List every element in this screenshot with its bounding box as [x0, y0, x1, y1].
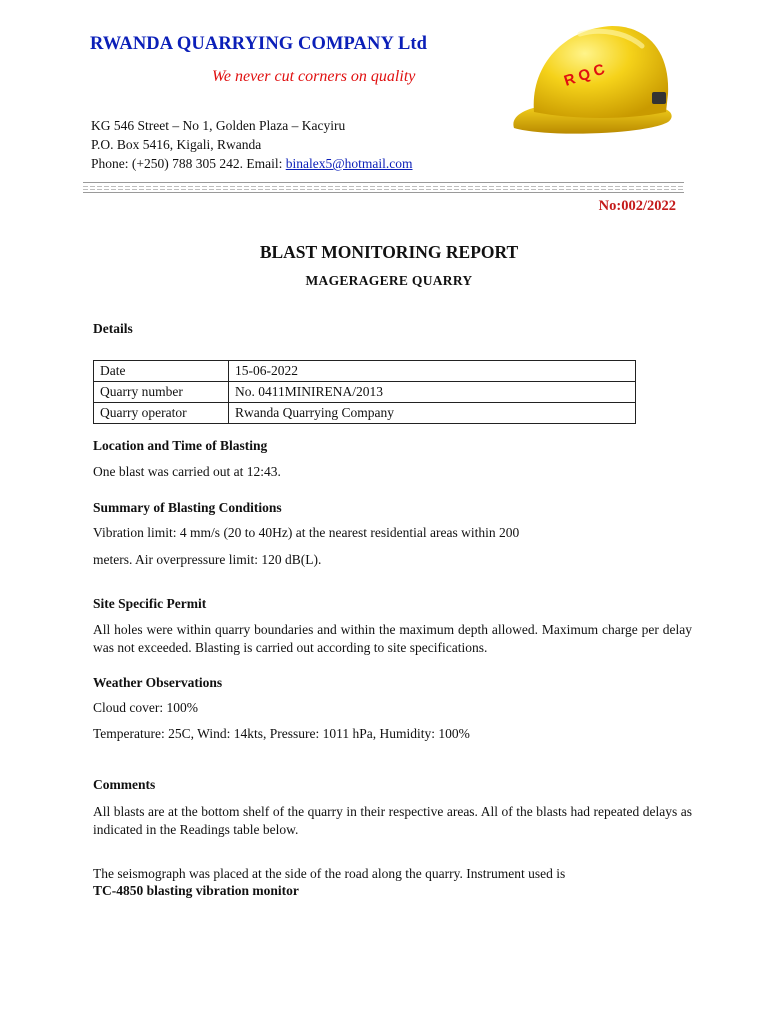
table-row — [94, 361, 636, 382]
company-slogan: We never cut corners on quality — [212, 68, 416, 85]
address-line-1: KG 546 Street – No 1, Golden Plaza – Kacyiru — [91, 118, 346, 133]
details-heading: Details — [93, 321, 133, 336]
header-divider — [83, 182, 684, 193]
table-cell-label: Quarry number — [94, 382, 229, 403]
details-table — [93, 360, 636, 424]
summary-heading: Summary of Blasting Conditions — [93, 500, 282, 515]
weather-heading: Weather Observations — [93, 675, 223, 690]
weather-cloud-cover: Cloud cover: 100% — [93, 700, 198, 715]
logo-text: R Q C — [561, 60, 607, 90]
address-line-2: P.O. Box 5416, Kigali, Rwanda — [91, 137, 262, 152]
hard-hat-logo — [508, 16, 680, 142]
table-cell-label: Quarry operator — [94, 403, 229, 424]
phone-text: Phone: (+250) 788 305 242. Email: — [91, 156, 286, 171]
table-cell-value: No. 0411MINIRENA/2013 — [229, 382, 636, 403]
summary-line-1: Vibration limit: 4 mm/s (20 to 40Hz) at the nearest residential areas within 200 — [93, 525, 520, 540]
permit-heading: Site Specific Permit — [93, 596, 207, 611]
report-subtitle: MAGERAGERE QUARRY — [305, 273, 473, 288]
contact-line — [91, 156, 413, 172]
location-heading: Location and Time of Blasting — [93, 438, 268, 453]
location-text: One blast was carried out at 12:43. — [93, 464, 281, 479]
report-number: No:002/2022 — [598, 198, 676, 214]
summary-line-2: meters. Air overpressure limit: 120 dB(L). — [93, 552, 322, 567]
weather-conditions: Temperature: 25C, Wind: 14kts, Pressure: 1011 hPa, Humidity: 100% — [93, 726, 470, 741]
comments-heading: Comments — [93, 777, 156, 792]
table-row — [94, 382, 636, 403]
instrument-name: TC-4850 blasting vibration monitor — [93, 883, 299, 898]
permit-text: All holes were within quarry boundaries and within the maximum depth allowed. Maximum charge per delay was not exceeded. Blasting is carried out according to site specifications. — [93, 622, 692, 655]
table-cell-value: 15-06-2022 — [229, 361, 636, 382]
comments-paragraph-2: The seismograph was placed at the side of the road along the quarry. Instrument used is — [93, 866, 566, 881]
comments-paragraph-1: All blasts are at the bottom shelf of the quarry in their respective areas. All of the blasts had repeated delays as indicated in the Readings table below. — [93, 804, 692, 837]
table-cell-value: Rwanda Quarrying Company — [229, 403, 636, 424]
table-cell-label: Date — [94, 361, 229, 382]
company-name: RWANDA QUARRYING COMPANY Ltd — [90, 34, 428, 54]
email-link[interactable]: binalex5@hotmail.com — [285, 156, 413, 171]
table-row — [94, 403, 636, 424]
report-title: BLAST MONITORING REPORT — [259, 242, 519, 262]
